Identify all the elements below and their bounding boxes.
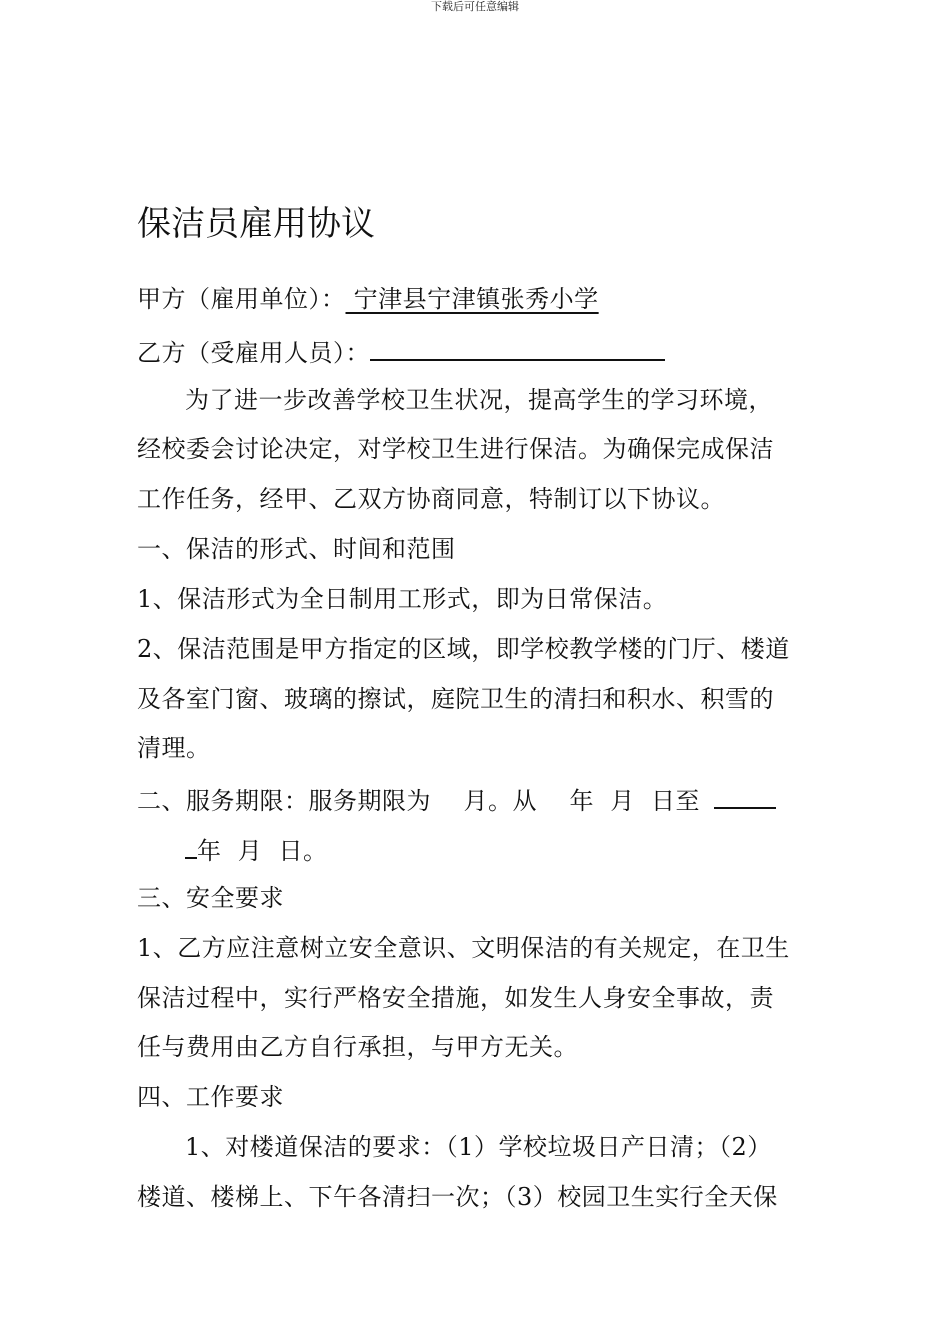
section-3-item-1-line-3: 任与费用由乙方自行承担，与甲方无关。 bbox=[137, 1033, 578, 1061]
service-term-end-blank bbox=[714, 781, 776, 809]
section-1-item-1: 1、保洁形式为全日制用工形式，即为日常保洁。 bbox=[137, 585, 668, 613]
party-b-label: 乙方（受雇用人员）： bbox=[137, 339, 370, 367]
intro-line-1: 为了进一步改善学校卫生状况，提高学生的学习环境， bbox=[185, 386, 773, 414]
section-2-line-2 bbox=[185, 831, 865, 868]
party-a-label: 甲方（雇用单位）： bbox=[137, 285, 346, 313]
section-1-heading: 一、保洁的形式、时间和范围 bbox=[137, 535, 456, 563]
section-1-item-2-line-3: 清理。 bbox=[137, 734, 211, 762]
party-b-line bbox=[137, 333, 817, 370]
section-3-heading: 三、安全要求 bbox=[137, 884, 284, 912]
intro-line-2: 经校委会讨论决定，对学校卫生进行保洁。为确保完成保洁 bbox=[137, 435, 774, 463]
intro-line-3: 工作任务，经甲、乙双方协商同意，特制订以下协议。 bbox=[137, 485, 725, 513]
section-1-item-2-line-2: 及各室门窗、玻璃的擦试，庭院卫生的清扫和积水、积雪的 bbox=[137, 685, 774, 713]
service-term-year-blank bbox=[185, 831, 197, 859]
document-title: 保洁员雇用协议 bbox=[137, 204, 375, 244]
section-4-heading: 四、工作要求 bbox=[137, 1083, 284, 1111]
section-2-line-1 bbox=[137, 781, 817, 818]
section-4-item-1-line-1: 1、对楼道保洁的要求：（1）学校垃圾日产日清；（2） bbox=[185, 1133, 772, 1161]
section-1-item-2-line-1: 2、保洁范围是甲方指定的区域，即学校教学楼的门厅、楼道 bbox=[137, 635, 790, 663]
party-a-value: 宁津县宁津镇张秀小学 bbox=[345, 285, 599, 313]
service-term-text: 二、服务期限：服务期限为 月。从 年 月 日至 bbox=[137, 787, 701, 815]
page-header-note: 下载后可任意编辑 bbox=[431, 0, 519, 13]
section-3-item-1-line-2: 保洁过程中，实行严格安全措施，如发生人身安全事故，责 bbox=[137, 984, 774, 1012]
party-b-blank bbox=[370, 333, 665, 361]
service-term-end-date: 年 月 日。 bbox=[197, 837, 328, 865]
party-a-line bbox=[137, 282, 817, 316]
section-3-item-1-line-1: 1、乙方应注意树立安全意识、文明保洁的有关规定，在卫生 bbox=[137, 934, 790, 962]
section-4-item-1-line-2: 楼道、楼梯上、下午各清扫一次；（3）校园卫生实行全天保 bbox=[137, 1183, 778, 1211]
